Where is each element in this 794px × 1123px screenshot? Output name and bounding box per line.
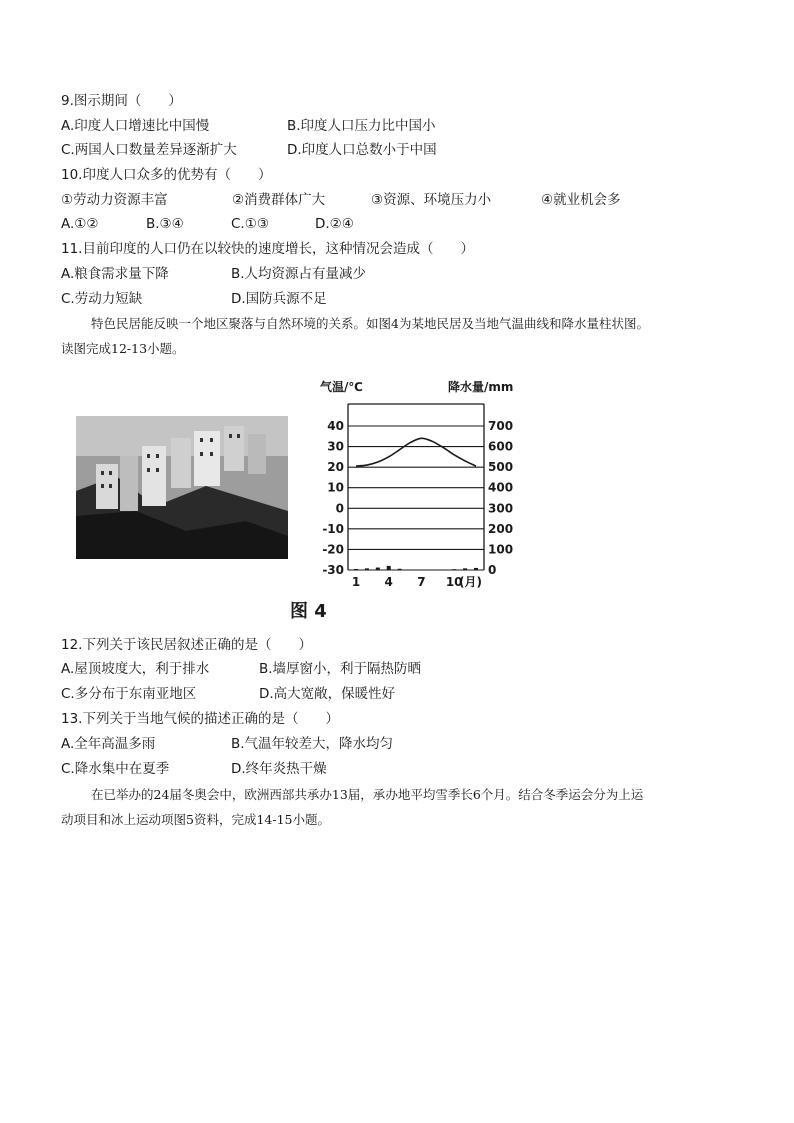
left-tick-label: 10 (327, 480, 344, 495)
q10-item-3: ③资源、环境压力小 (371, 192, 492, 208)
q10-choice-c: C.①③ (231, 216, 269, 232)
precipitation-bar (365, 568, 369, 570)
left-tick-label: -20 (322, 542, 344, 557)
right-tick-label: 200 (488, 521, 514, 536)
temperature-line (356, 438, 476, 466)
q12-option-b: B.墙厚窗小，利于隔热防晒 (259, 661, 422, 677)
figure-label: 图 4 (290, 601, 327, 622)
climate-chart (318, 376, 518, 598)
right-tick-label: 0 (488, 563, 497, 577)
q10-stem: 10.印度人口众多的优势有（ ） (61, 167, 272, 183)
q10-item-4: ④就业机会多 (541, 192, 621, 208)
q13-option-c: C.降水集中在夏季 (61, 761, 170, 777)
right-axis-title: 降水量/mm (448, 380, 514, 394)
right-tick-label: 400 (488, 480, 514, 495)
q11-option-c: C.劳动力短缺 (61, 291, 143, 307)
q13-option-b: B.气温年较差大，降水均匀 (231, 736, 394, 752)
right-tick-label: 100 (488, 542, 514, 557)
x-tick-label: 7 (417, 575, 426, 589)
q10-item-2: ②消费群体广大 (232, 192, 326, 208)
left-tick-label: -30 (322, 563, 344, 577)
q9-option-a: A.印度人口增速比中国慢 (61, 118, 210, 134)
q12-option-c: C.多分布于东南亚地区 (61, 686, 197, 702)
q9-option-c: C.两国人口数量差异逐渐扩大 (61, 142, 237, 158)
q12-stem: 12.下列关于该民居叙述正确的是（ ） (61, 637, 312, 653)
q9-stem: 9.图示期间（ ） (61, 93, 182, 109)
intro2-line2: 动项目和冰上运动项图5资料，完成14-15小题。 (61, 812, 330, 827)
q10-choice-a: A.①② (61, 216, 99, 232)
q11-stem: 11.目前印度的人口仍在以较快的速度增长，这种情况会造成（ ） (61, 241, 474, 257)
intro2-line1: 在已举办的24届冬奥会中，欧洲西部共承办13届，承办地平均雪季长6个月。结合冬季运会分为上运 (91, 787, 644, 802)
q11-option-a: A.粮食需求量下降 (61, 266, 169, 282)
right-tick-label: 700 (488, 419, 514, 433)
q13-option-d: D.终年炎热干燥 (231, 761, 327, 777)
right-tick-label: 300 (488, 501, 514, 516)
left-axis-title: 气温/℃ (320, 380, 363, 394)
q11-option-b: B.人均资源占有量减少 (231, 266, 367, 282)
q9-option-b: B.印度人口压力比中国小 (287, 118, 436, 134)
x-tick-label: 4 (384, 575, 393, 589)
x-tick-label: 10 (445, 575, 463, 589)
precipitation-bars (354, 566, 478, 570)
left-tick-label: 0 (335, 501, 344, 516)
precipitation-bar (376, 568, 380, 570)
left-tick-label: 40 (327, 419, 344, 433)
q10-choice-d: D.②④ (315, 216, 354, 232)
precipitation-bar (387, 566, 391, 570)
intro1-line1: 特色民居能反映一个地区聚落与自然环境的关系。如图4为某地民居及当地气温曲线和降水量柱状图。 (91, 316, 649, 331)
precipitation-bar (463, 568, 467, 570)
left-tick-label: 30 (327, 439, 344, 454)
q11-option-d: D.国防兵源不足 (231, 291, 327, 307)
left-tick-label: 20 (327, 460, 344, 475)
q10-item-1: ①劳动力资源丰富 (61, 192, 168, 208)
precipitation-bar (474, 568, 478, 570)
q10-choice-b: B.③④ (146, 216, 184, 232)
chart-grid (348, 404, 484, 570)
x-tick-label: 1 (351, 575, 361, 589)
q13-stem: 13.下列关于当地气候的描述正确的是（ ） (61, 711, 339, 727)
q9-option-d: D.印度人口总数小于中国 (287, 142, 437, 158)
q12-option-d: D.高大宽敞，保暖性好 (259, 686, 396, 702)
right-tick-label: 500 (488, 460, 514, 475)
right-tick-label: 600 (488, 439, 514, 454)
q12-option-a: A.屋顶坡度大，利于排水 (61, 661, 210, 677)
intro1-line2: 读图完成12-13小题。 (61, 341, 185, 356)
dwelling-photo (76, 416, 288, 559)
x-axis-unit: (月) (459, 575, 482, 589)
left-tick-label: -10 (322, 521, 344, 536)
precipitation-bar (354, 569, 358, 570)
precipitation-bar (452, 569, 456, 570)
precipitation-bar (398, 569, 402, 570)
q13-option-a: A.全年高温多雨 (61, 736, 156, 752)
